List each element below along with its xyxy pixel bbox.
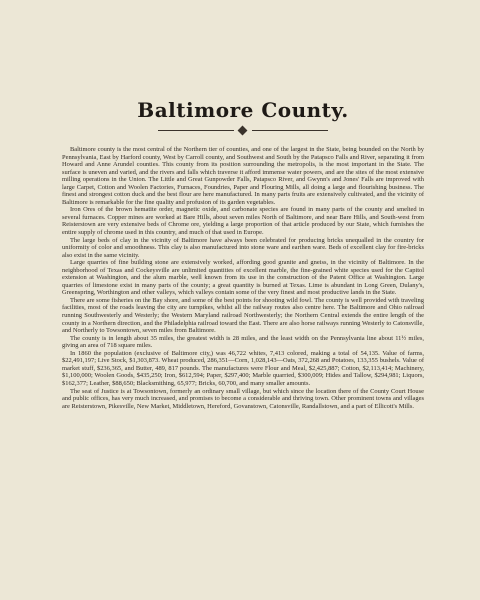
paragraph-iron-ores: Iron Ores of the brown hematite order, magnetic oxide, and carbonate species are found in many parts of the county and smelted in several furnaces. Copper mines are worked at Bare Hills, about seven miles North of Baltimore, and near Bare Hills, and South-west from Reisterstown are very extensive beds of Chrome ore, yielding a large proportion of that article produced by our State, which furnishes the entire supply of chrome used in this country, and much of that used in Europe. [62,206,424,237]
paragraph-seat-of-justice: The seat of Justice is at Towsontown, formerly an ordinary small village, but which since the location there of the County Court House and public offices, has very much increased, and promises to become a considerable and thriving town. Other prominent towns and villages are Reisterstown, Pikesville, New Market, Middletown, Hereford, Govanstown, Catonsville, Randallstown, and a part of Ellicott's Mills. [62,387,424,410]
paragraph-clay: The large beds of clay in the vicinity of Baltimore have always been celebrated for producing bricks unequalled in the country for uniformity of color and smoothness. This clay is also manufactured into stone ware and earthen ware. Beds of excellent clay for fire-bricks also exist in the same vicinity. [62,236,424,259]
article-body [62,146,424,410]
page-title: Baltimore County. [137,98,349,122]
paragraph-quarries: Large quarries of fine building stone are extensively worked, affording good granite and gneiss, in the vicinity of Baltimore. In the neighborhood of Texas and Cockeysville are unlimited quantities of excellent marble, the fine-grained white species used for the Capitol extension at Washington, and the alum marble, well known from its use in the construction of the Patent Office at Washington. Large quarries of limestone exist in many parts of the county; a great quantity is burned at Texas. Lime is abundant in Long Green, Dulany's, Greenspring, Worthington and other valleys, which valleys contain some of the very finest and most productive lands in the State. [62,259,424,297]
paragraph-dimensions: The county is in length about 35 miles, the greatest width is 28 miles, and the least width on the Pennsylvania line about 11½ miles, giving an area of 718 square miles. [62,334,424,350]
paragraph-overview: Baltimore county is the most central of the Northern tier of counties, and one of the largest in the State, being bounded on the North by Pennsylvania, East by Harford county, West by Carroll county, and Southwest and South by the Patapsco Falls and River, separating it from Howard and Anne Arundel counties. This county from its position surrounding the metropolis, is the most important in the State. The surface is uneven and varied, and the rivers and falls which traverse it afford immense water powers, and are the sites of the most extensive milling operations in the Union. The Little and Great Gunpowder Falls, Patapsco River, and Gwynn's and Jones' Falls are improved with large Carpet, Cotton and Woolen Factories, Furnaces, Foundries, Paper and Flouring Mills, all doing a large and flourishing business. The finest and strongest cotton duck and the best flour are here manufactured. In many parts fruits are extensively cultivated, and the vicinity of Baltimore is remarkable for the fine quality and profusion of its garden vegetables. [62,146,424,206]
divider-diamond-ornament [238,126,248,136]
divider-line-right [252,130,328,131]
paragraph-fisheries-railways: There are some fisheries on the Bay shore, and some of the best points for shooting wild fowl. The county is well provided with traveling facilities, most of the roads leaving the city are turnpikes, whilst all the railway routes also centre here. The Baltimore and Ohio railroad running Southwesterly and Westerly; the Western Maryland railroad Northwesterly; the Northern Central extends the entire length of the county in a Northern direction, and the Philadelphia railroad toward the East. There are also horse railways running Westerly to Catonsville, and Northerly to Towsontown, seven miles from Baltimore. [62,296,424,335]
paragraph-population: In 1860 the population (exclusive of Baltimore city,) was 46,722 whites, 7,413 colored, making a total of 54,135. Value of farms, $22,491,197; Live Stock, $1,303,873. Wheat produced, 286,351—Corn, 1,028,143—Oats, 372,268 and Potatoes, 133,355 bushels. Value of market stuff, $236,365, and Butter, 489, 817 pounds. The manufactures were Flour and Meal, $2,425,887; Cotton, $2,113,414; Machinery, $1,100,000; Woolen Goods, $435,250; Iron, $612,594; Paper, $297,400; Marble quarried, $300,009; Hides and Tallow, $294,981; Liquors, $162,377; Leather, $88,650; Blacksmithing, 65,977; Bricks, 60,700, and many smaller amounts. [62,349,424,387]
divider-line-left [158,130,234,131]
title-divider [158,126,328,136]
